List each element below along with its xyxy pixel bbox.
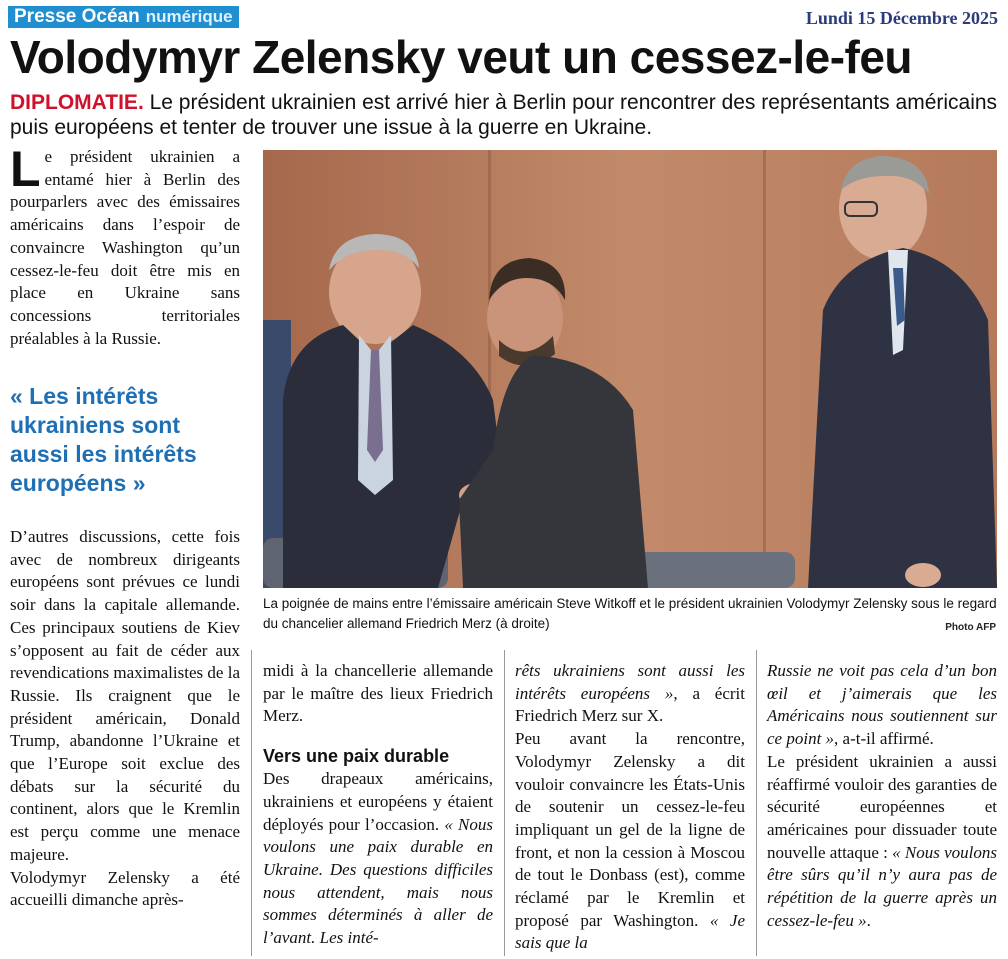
col2-paragraph-1: midi à la chancellerie allemande par le maître des lieux Friedrich Merz. — [263, 661, 493, 726]
column-4 — [767, 660, 997, 932]
column-3 — [515, 660, 745, 955]
standfirst-text: Le président ukrainien est arrivé hier à Berlin pour rencontrer des représentants américains puis européens et tenter de trouver une issue à la guerre en Ukraine. — [10, 91, 998, 139]
pull-quote: « Les intérêts ukrainiens sont aussi les intérêts européens » — [10, 383, 197, 496]
col4-quote-2: « Nous voulons être sûrs qu’il n’y aura pas de répétition de la guerre après un cessez-le-feu » — [767, 842, 998, 930]
col3-paragraph-2 — [515, 728, 745, 955]
brand-name: Presse Océan — [14, 6, 140, 27]
col3-paragraph-1 — [515, 660, 745, 728]
section-subhead: Vers une paix durable — [263, 746, 450, 767]
col4-end: . — [866, 910, 871, 930]
column-divider — [251, 650, 252, 956]
photo-credit: Photo AFP — [945, 622, 996, 633]
col2-paragraph-2 — [263, 768, 493, 950]
column-2 — [263, 660, 493, 950]
col4-quote: Russie ne voit pas cela d’un bon œil et j’aimerais que les Américains nous soutiennent sur ce point » — [767, 661, 997, 749]
article-standfirst — [10, 90, 1000, 140]
article-photo — [263, 150, 997, 588]
photo-caption: La poignée de mains entre l’émissaire américain Steve Witkoff et le président ukrainien Volodymyr Zelensky sous le regard du chancelier allemand Friedrich Merz (à droite) — [263, 596, 997, 631]
kicker: DIPLOMATIE. — [10, 91, 144, 114]
column-divider — [756, 650, 757, 956]
handshake-photo — [263, 150, 997, 588]
column-divider — [504, 650, 505, 956]
col4-text-2: Le président ukrainien a aussi réaffirmé vouloir des garanties de sécurité européennes et américaines pour dissuader toute nouvelle attaque : — [767, 751, 997, 862]
article-headline: Volodymyr Zelensky veut un cessez-le-feu — [10, 31, 913, 83]
col3-quote-2: « Je sais que la — [515, 910, 746, 953]
col3-text-2: Peu avant la rencontre, Volodymyr Zelensky a dit vouloir convaincre les États-Unis de soutenir un cessez-le-feu impliquant un gel de la ligne de front, et non la cession à Moscou de tout le Donbass (est), comme réclamé par le Kremlin et proposé par Washington. — [515, 729, 745, 930]
col3-text: , a écrit Friedrich Merz sur X. — [515, 683, 746, 726]
col2-text: Des drapeaux américains, ukrainiens et européens y étaient déployés pour l’occasion. — [263, 769, 493, 834]
issue-date: Lundi 15 Décembre 2025 — [805, 8, 998, 28]
brand-edition: numérique — [145, 7, 233, 26]
col2-quote: « Nous voulons une paix durable en Ukraine. Des questions difficiles nous attendent, mais nous sommes déterminés à aller de l’avant. Les inté- — [263, 814, 493, 948]
column-1 — [10, 526, 240, 912]
brand-logo — [8, 6, 239, 28]
col1-paragraph-2: Volodymyr Zelensky a été accueilli dimanche après- — [10, 867, 240, 910]
col1-paragraph-1: D’autres discussions, cette fois avec de nombreux dirigeants européens sont prévues ce lundi soir dans la capitale allemande. Ces principaux soutiens de Kiev s’opposent au fait de céder aux revendications maximalistes de la Russie. Ils craignent que le président américain, Donald Trump, abandonne l’Ukraine et que l’Europe soit exclue des débats sur la sécurité du continent, alors que le Kremlin est perçu comme une menace majeure. — [10, 527, 240, 864]
col3-quote: rêts ukrainiens sont aussi les intérêts européens » — [515, 661, 745, 703]
lead-paragraph — [10, 141, 240, 350]
lead-text: e président ukrainien a entamé hier à Berlin des pourparlers avec des émissaires américains dans l’espoir de convaincre Washington qu’un cessez-le-feu doit être mis en place en Ukraine sans concessions territoriales préalables à la Russie. — [10, 147, 240, 348]
col4-text: , a-t-il affirmé. — [834, 729, 934, 749]
drop-cap: L — [10, 141, 41, 197]
col4-paragraph-1 — [767, 660, 997, 751]
col4-paragraph-2 — [767, 751, 997, 933]
